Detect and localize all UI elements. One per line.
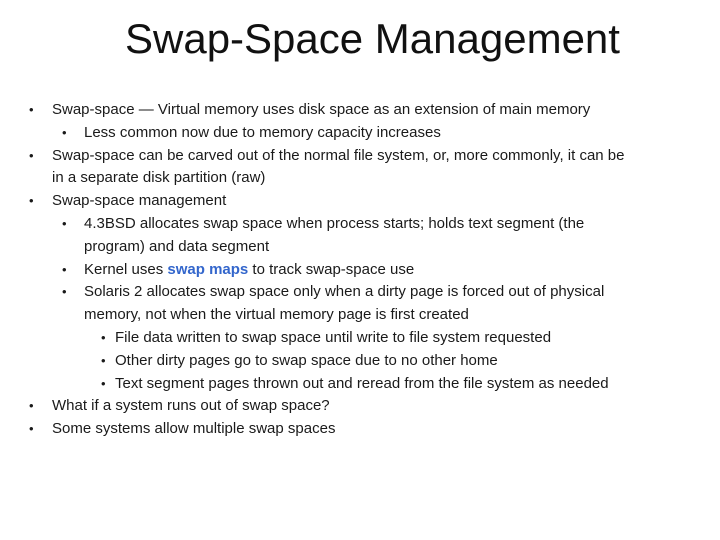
text-segment: to track swap-space use bbox=[248, 260, 415, 278]
sub-bullet-item bbox=[0, 213, 720, 236]
bullet-text: Text segment pages thrown out and reread from the file system as needed bbox=[115, 374, 609, 392]
sub-sub-bullet-item bbox=[0, 350, 720, 373]
bullet-text: Some systems allow multiple swap spaces bbox=[52, 420, 336, 438]
bullet-text: Swap-space can be carved out of the normal file system, or, more commonly, it can be bbox=[52, 146, 625, 164]
bullet-icon: • bbox=[29, 147, 34, 163]
bullet-icon: • bbox=[29, 421, 34, 437]
bullet-continuation bbox=[0, 167, 720, 190]
slide-body bbox=[0, 99, 720, 441]
bullet-item bbox=[0, 145, 720, 168]
bullet-text: Less common now due to memory capacity increases bbox=[84, 123, 441, 141]
sub-bullet-item bbox=[0, 281, 720, 304]
bullet-text: Other dirty pages go to swap space due to no other home bbox=[115, 351, 498, 369]
slide-title: Swap-Space Management bbox=[125, 15, 620, 62]
bullet-text: What if a system runs out of swap space? bbox=[52, 397, 330, 415]
bullet-item bbox=[0, 418, 720, 441]
bullet-text: 4.3BSD allocates swap space when process starts; holds text segment (the bbox=[84, 214, 585, 232]
sub-sub-bullet-item bbox=[0, 373, 720, 396]
bullet-text: memory, not when the virtual memory page is first created bbox=[84, 306, 469, 324]
bullet-icon: • bbox=[62, 261, 67, 277]
bullet-text: in a separate disk partition (raw) bbox=[52, 169, 266, 187]
bullet-icon: • bbox=[29, 102, 34, 117]
bullet-icon: • bbox=[101, 329, 106, 345]
bullet-continuation bbox=[0, 304, 720, 327]
sub-bullet-item bbox=[0, 259, 720, 282]
bullet-text: File data written to swap space until write to file system requested bbox=[115, 328, 552, 346]
bullet-icon: • bbox=[62, 215, 67, 231]
bullet-icon: • bbox=[101, 352, 106, 368]
bullet-text: Solaris 2 allocates swap space only when a dirty page is forced out of physical bbox=[84, 283, 605, 301]
bullet-icon: • bbox=[62, 124, 67, 140]
bullet-icon: • bbox=[29, 398, 34, 414]
bullet-text: Swap-space management bbox=[52, 192, 227, 210]
bullet-item bbox=[0, 190, 720, 213]
bullet-continuation bbox=[0, 236, 720, 259]
sub-sub-bullet-item bbox=[0, 327, 720, 350]
bullet-icon: • bbox=[29, 193, 34, 209]
bullet-item bbox=[0, 395, 720, 418]
bullet-text: program) and data segment bbox=[84, 237, 270, 255]
sub-bullet-item bbox=[0, 122, 720, 145]
bullet-text: Swap-space — Virtual memory uses disk space as an extension of main memory bbox=[52, 101, 591, 118]
text-segment: Kernel uses bbox=[84, 260, 168, 278]
bullet-icon: • bbox=[62, 284, 67, 300]
bullet-icon: • bbox=[101, 375, 106, 391]
bullet-text bbox=[84, 259, 414, 282]
bullet-item bbox=[0, 99, 720, 122]
swap-maps-highlight: swap maps bbox=[167, 260, 249, 278]
